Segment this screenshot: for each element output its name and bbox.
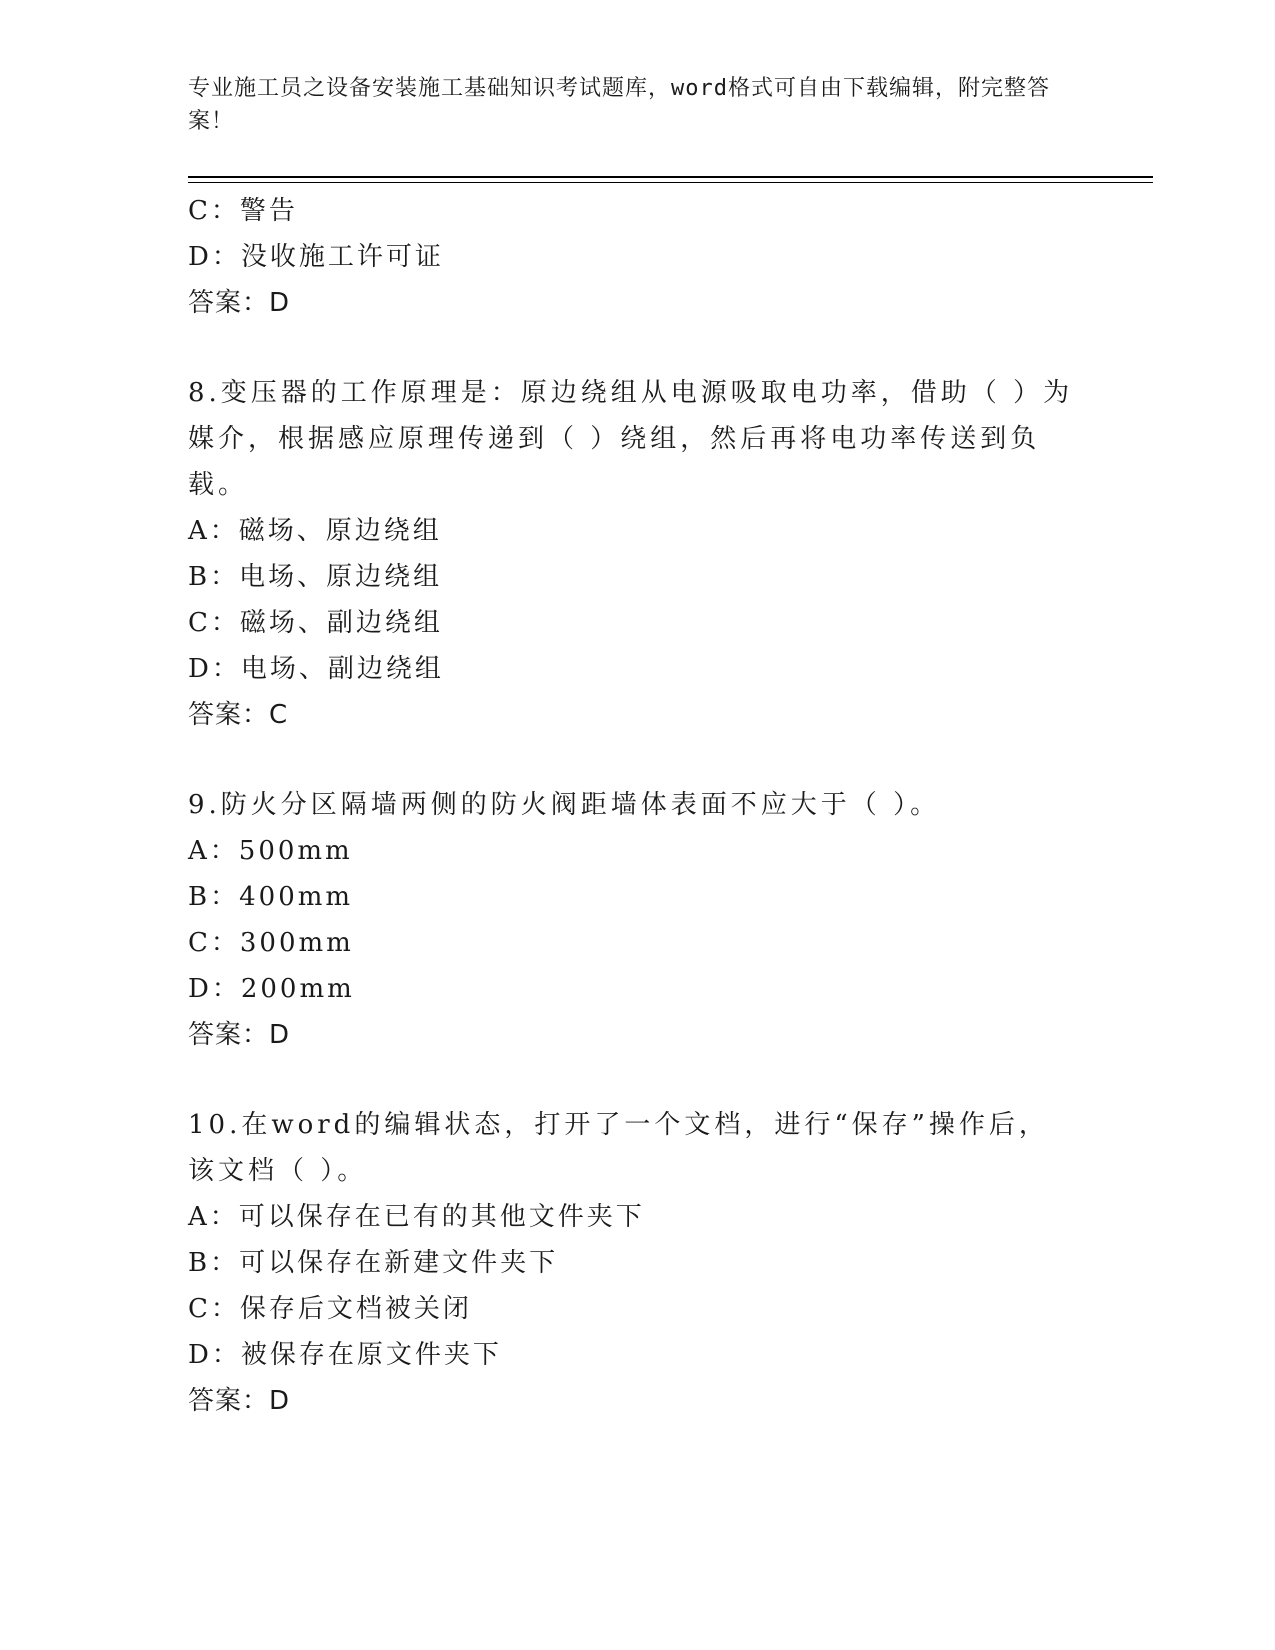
option-d: D：电场、副边绕组 — [188, 654, 444, 684]
option-a: A：磁场、原边绕组 — [188, 516, 442, 546]
option-a: A：可以保存在已有的其他文件夹下 — [188, 1202, 645, 1232]
question-text: 10.在word的编辑状态，打开了一个文档，进行“保存”操作后，该文档（ ）。 — [188, 1110, 1049, 1186]
option-b: B：400mm — [188, 882, 354, 912]
option-c: C：警告 — [188, 196, 298, 226]
question-block-7 — [188, 188, 1088, 326]
answer-line: 答案：D — [188, 1386, 291, 1416]
option-c: C：保存后文档被关闭 — [188, 1294, 472, 1324]
option-a: A：500mm — [188, 836, 353, 866]
option-b: B：可以保存在新建文件夹下 — [188, 1248, 559, 1278]
answer-line: 答案：D — [188, 1020, 291, 1050]
question-block-9 — [188, 782, 1088, 1058]
header-divider-thick — [188, 176, 1153, 178]
answer-line: 答案：C — [188, 700, 289, 730]
option-d: D：没收施工许可证 — [188, 242, 444, 272]
header-divider-thin — [188, 182, 1153, 183]
question-list — [188, 188, 1088, 1424]
option-b: B：电场、原边绕组 — [188, 562, 443, 592]
option-d: D：200mm — [188, 974, 355, 1004]
option-d: D：被保存在原文件夹下 — [188, 1340, 502, 1370]
option-c: C：300mm — [188, 928, 354, 958]
option-c: C：磁场、副边绕组 — [188, 608, 443, 638]
answer-line: 答案：D — [188, 288, 291, 318]
question-text: 8.变压器的工作原理是：原边绕组从电源吸取电功率，借助（ ）为媒介，根据感应原理传递到（ ）绕组，然后再将电功率传送到负载。 — [188, 378, 1074, 500]
document-header: 专业施工员之设备安装施工基础知识考试题库，word格式可自由下载编辑，附完整答案！ — [188, 76, 1050, 134]
question-block-8 — [188, 370, 1088, 738]
question-text: 9.防火分区隔墙两侧的防火阀距墙体表面不应大于（ ）。 — [188, 790, 941, 820]
question-block-10 — [188, 1102, 1088, 1424]
